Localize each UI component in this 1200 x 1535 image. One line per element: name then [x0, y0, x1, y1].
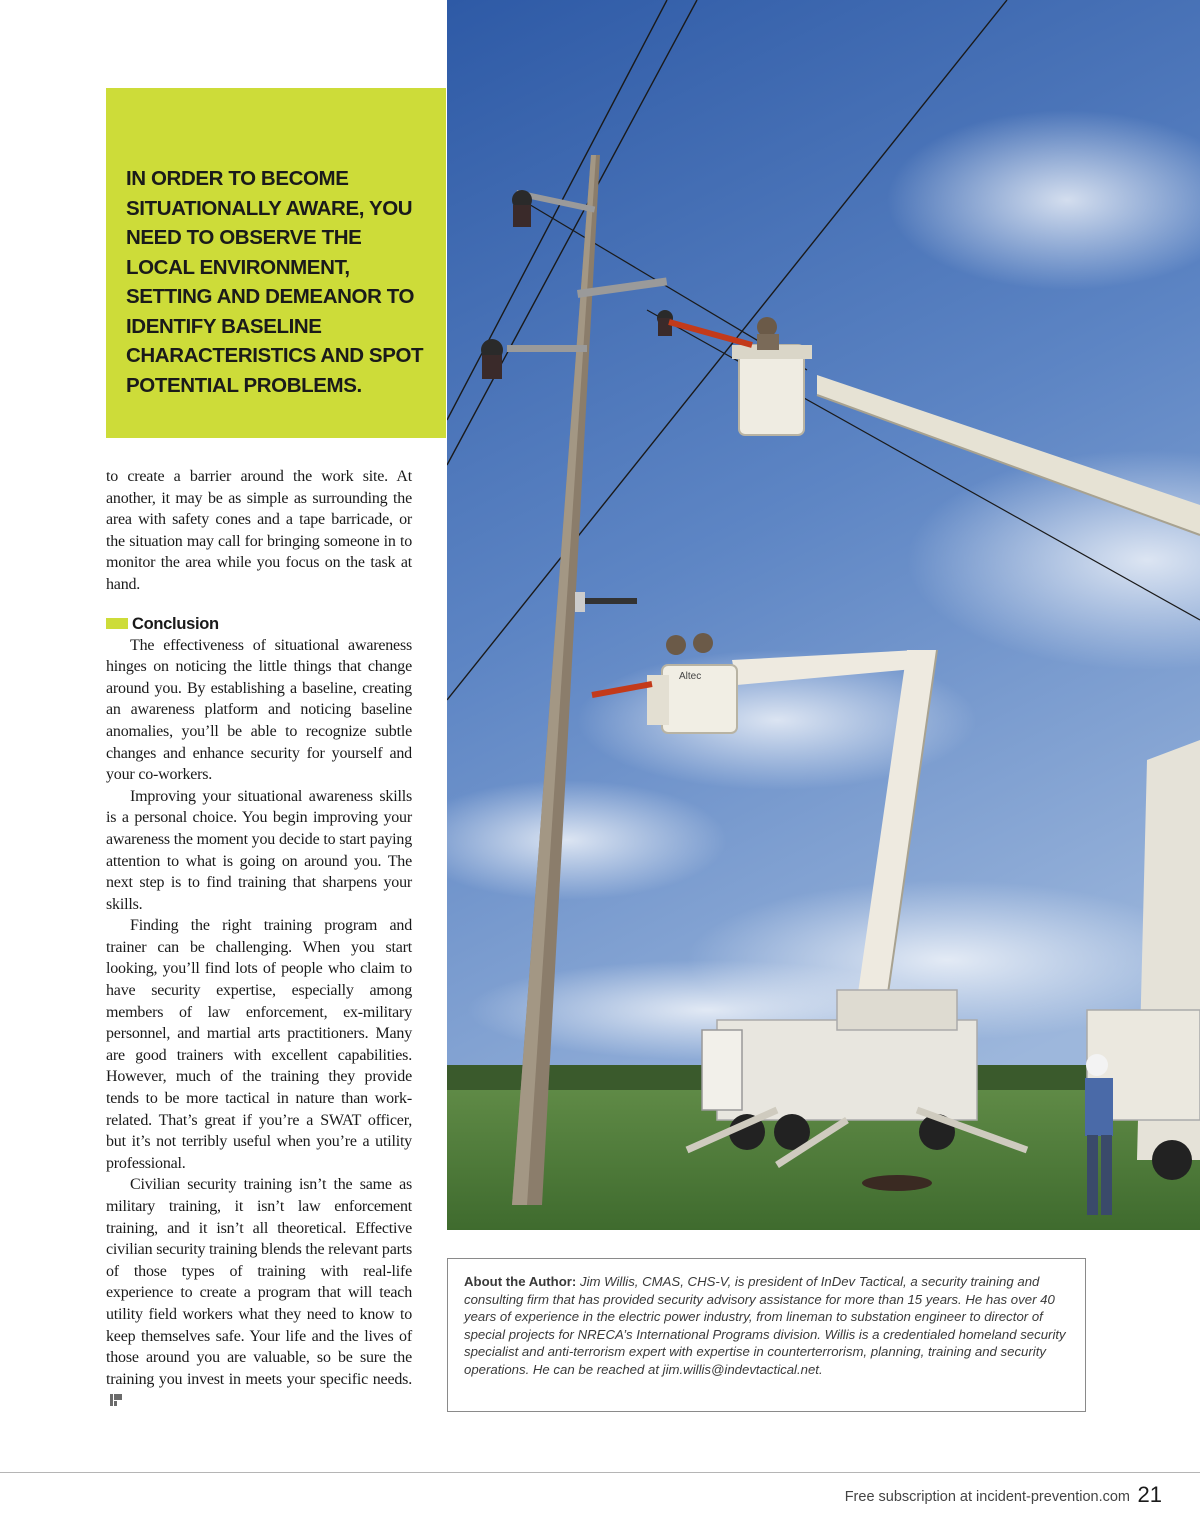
pull-quote-text: IN ORDER TO BECOME SITUATIONALLY AWARE, YOU NEED TO OBSERVE THE LOCAL ENVIRONMENT, SETTING AND DEMEANOR TO IDENTIFY BASELINE CHARACTERISTICS AND SPOT POTENTIAL PROBLEMS. — [126, 167, 424, 397]
photo-illustration — [447, 0, 1200, 1230]
paragraph-2: Improving your situational awareness skills is a personal choice. You begin improving your awareness the moment you decide to start paying attention to what is going on around you. The next step is to find training that sharpens your skills. — [106, 787, 412, 913]
section-heading-text: Conclusion — [132, 614, 219, 633]
pull-quote-box — [106, 88, 446, 438]
paragraph-1: The effectiveness of situational awareness hinges on noticing the little things that change around you. By establishing a baseline, creating an awareness platform and noticing baseline anomalies, you’ll be able to recognize subtle changes and enhance security for yourself and your co-workers. — [106, 636, 412, 784]
footer-subscription-text: Free subscription at incident-prevention.com — [844, 1489, 1130, 1505]
section-marker-icon — [106, 618, 128, 629]
bucket-brand-label: Altec — [679, 671, 702, 682]
paragraph-3: Finding the right training program and trainer can be challenging. When you start looking, you’ll find lots of people who claim to have security expertise, especially among members of law enforcement, ex-military personnel, and martial arts practitioners. Many are good trainers with excellent capabilities. However, much of the training they provide tends to be more tactical in nature than work-related. That’s great if you’re a SWAT officer, but it’s not terribly useful when you’re a utility professional. — [106, 917, 412, 1172]
bucket-truck-photo — [447, 0, 1200, 1230]
author-box-lead: About the Author: — [464, 1274, 577, 1289]
footer-divider — [0, 1472, 1200, 1473]
section-heading — [106, 613, 412, 635]
end-mark-icon — [110, 1394, 122, 1406]
about-author-box — [447, 1258, 1086, 1412]
page-number: 21 — [1137, 1482, 1162, 1507]
paragraph-4-text: Civilian security training isn’t the same as military training, it isn’t law enforcement training, and it isn’t all theoretical. Effective civilian security training blends the relevant parts of those types of training with real-life experience to create a program that will teach utility field workers what they need to know to keep themselves safe. Your life and the lives of those around you are valuable, so be sure the training you invest in meets your specific needs. — [106, 1176, 412, 1388]
author-box-bio: Jim Willis, CMAS, CHS-V, is president of InDev Tactical, a security training and consulting firm that has provided security advisory assistance for more than 15 years. He has over 40 years of experience in the electric power industry, from lineman to substation engineer to director of special projects for NRECA’s International Programs division. Willis is a credentialed homeland security specialist and anti-terrorism expert with expertise in counterterrorism, planning, training and security operations. He can be reached at jim.willis@indevtactical.net. — [464, 1274, 1066, 1377]
article-column — [106, 466, 412, 1412]
intro-paragraph: to create a barrier around the work site. At another, it may be as simple as surrounding the area with safety cones and a tape barricade, or the situation may call for bringing someone in to monitor the area while you focus on the task at hand. — [106, 468, 412, 593]
paragraph-4 — [106, 1174, 412, 1412]
